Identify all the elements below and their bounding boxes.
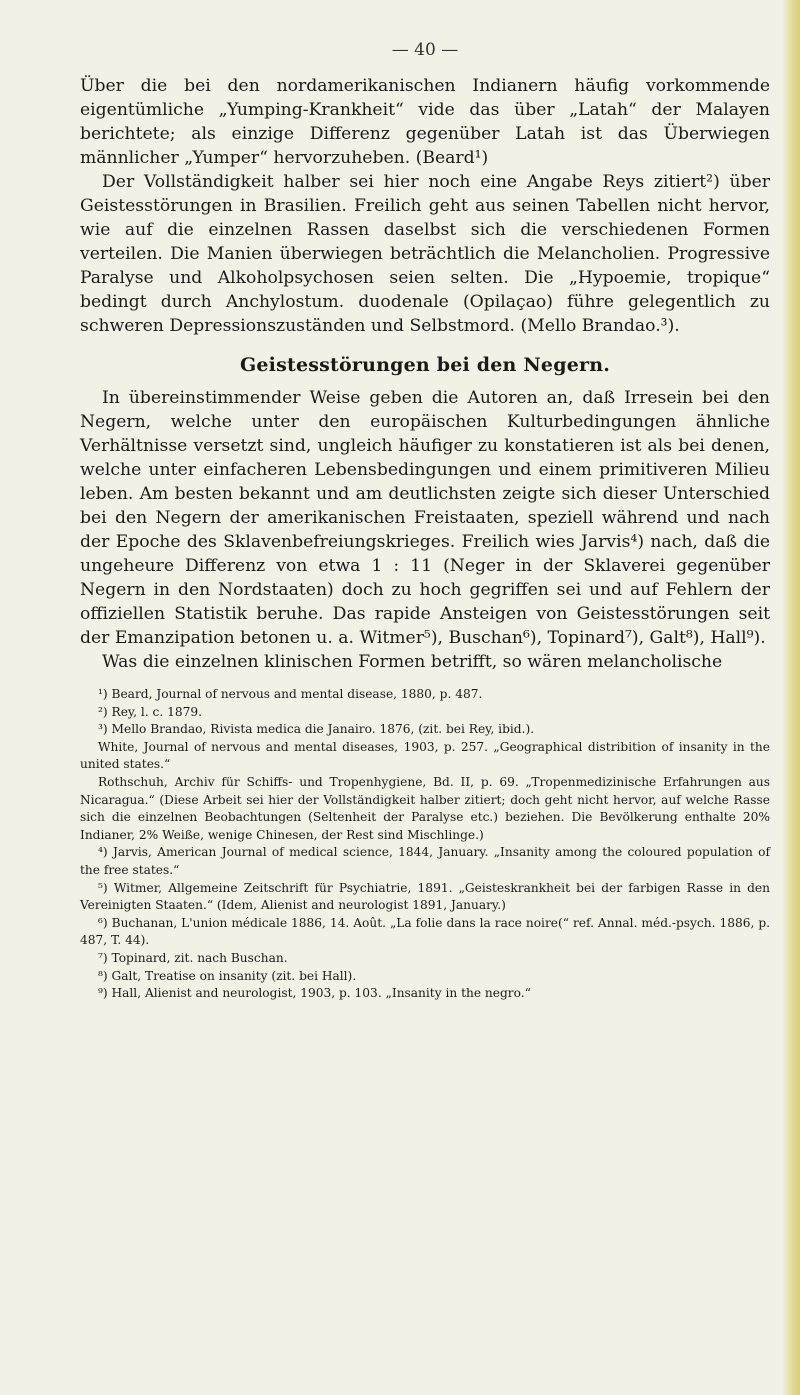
- footnote: ¹) Beard, Journal of nervous and mental disease, 1880, p. 487.: [98, 687, 483, 701]
- footnote: ⁵) Witmer, Allgemeine Zeitschrift für Psychiatrie, 1891. „Geisteskrankheit bei der farbigen Rasse in den Vereinigten Staaten.“ (Idem, Alienist and neurologist 1891, January.): [80, 880, 770, 913]
- footnote: ³) Mello Brandao, Rivista medica die Janairo. 1876, (zit. bei Rey, ibid.).: [98, 722, 535, 737]
- section-heading: Geistesstörungen bei den Negern.: [239, 354, 611, 376]
- paragraph: Über die bei den nordamerikanischen Indianern häufig vorkommende eigentümliche „Yumping-Krankheit“ vide das über „Latah“ der Malayen berichtete; als einzige Differenz gegenüber Latah ist das Überwiegen männlicher „Yumper“ hervorzuheben. (Beard¹): [80, 76, 770, 168]
- page-number: — 40 —: [391, 40, 459, 60]
- footnote: ⁶) Buchanan, L'union médicale 1886, 14. Août. „La folie dans la race noire(“ ref. Annal. méd.-psych. 1886, p. 487, T. 44).: [80, 915, 770, 948]
- paragraph: In übereinstimmender Weise geben die Autoren an, daß Irresein bei den Negern, welche unter den europäischen Kulturbedingungen ähnliche Verhältnisse versetzt sind, ungleich häufiger zu konstatieren ist als bei denen, welche unter einfacheren Lebensbedingungen und einem primitiveren Milieu leben. Am besten bekannt und am deutlichsten zeigte sich dieser Unterschied bei den Negern der amerikanischen Freistaaten, speziell während und nach der Epoche des Sklavenbefreiungskrieges. Freilich wies Jarvis⁴) nach, daß die ungeheure Differenz von etwa 1 : 11 (Neger in der Sklaverei gegenüber Negern in den Nordstaaten) doch zu hoch gegriffen sei und auf Fehlern der offiziellen Statistik beruhe. Das rapide Ansteigen von Geistesstörungen seit der Emanzipation betonen u. a. Witmer⁵), Buschan⁶), Topinard⁷), Galt⁸), Hall⁹).: [80, 388, 770, 648]
- book-page: [80, 40, 770, 1003]
- footnote: ²) Rey, l. c. 1879.: [98, 704, 203, 719]
- footnote: Rothschuh, Archiv für Schiffs- und Tropenhygiene, Bd. II, p. 69. „Tropenmedizinische Erfahrungen aus Nicaragua.“ (Diese Arbeit sei hier der Vollständigkeit halber zitiert; doch geht nicht hervor, auf welche Rasse sich die einzelnen Beobachtungen (Seltenheit der Paralyse etc.) beziehen. Die Bevölkerung enthalte 20% Indianer, 2% Weiße, wenige Chinesen, der Rest sind Mischlinge.): [80, 774, 770, 842]
- footnotes: [80, 686, 770, 1003]
- footnote: ⁹) Hall, Alienist and neurologist, 1903, p. 103. „Insanity in the negro.“: [98, 986, 531, 1001]
- paragraph: Der Vollständigkeit halber sei hier noch eine Angabe Reys zitiert²) über Geistesstörungen in Brasilien. Freilich geht aus seinen Tabellen nicht hervor, wie auf die einzelnen Rassen daselbst sich die verschiedenen Formen verteilen. Die Manien überwiegen beträchtlich die Melancholien. Progressive Paralyse und Alkoholpsychosen seien selten. Die „Hypoemie, tropique“ bedingt durch Anchylostum. duodenale (Opilaçao) führe gelegentlich zu schweren Depressionszuständen und Selbstmord. (Mello Brandao.³).: [80, 172, 770, 336]
- main-text: [80, 74, 770, 674]
- footnote: ⁴) Jarvis, American Journal of medical science, 1844, January. „Insanity among the coloured population of the free states.“: [80, 845, 770, 877]
- footnote: ⁷) Topinard, zit. nach Buschan.: [98, 950, 288, 965]
- paragraph: Was die einzelnen klinischen Formen betrifft, so wären melancholische: [102, 652, 723, 672]
- page-edge-stain: [782, 0, 800, 1395]
- footnote: ⁸) Galt, Treatise on insanity (zit. bei Hall).: [98, 968, 357, 983]
- footnote: White, Journal of nervous and mental diseases, 1903, p. 257. „Geographical distribition of insanity in the united states.“: [80, 739, 770, 772]
